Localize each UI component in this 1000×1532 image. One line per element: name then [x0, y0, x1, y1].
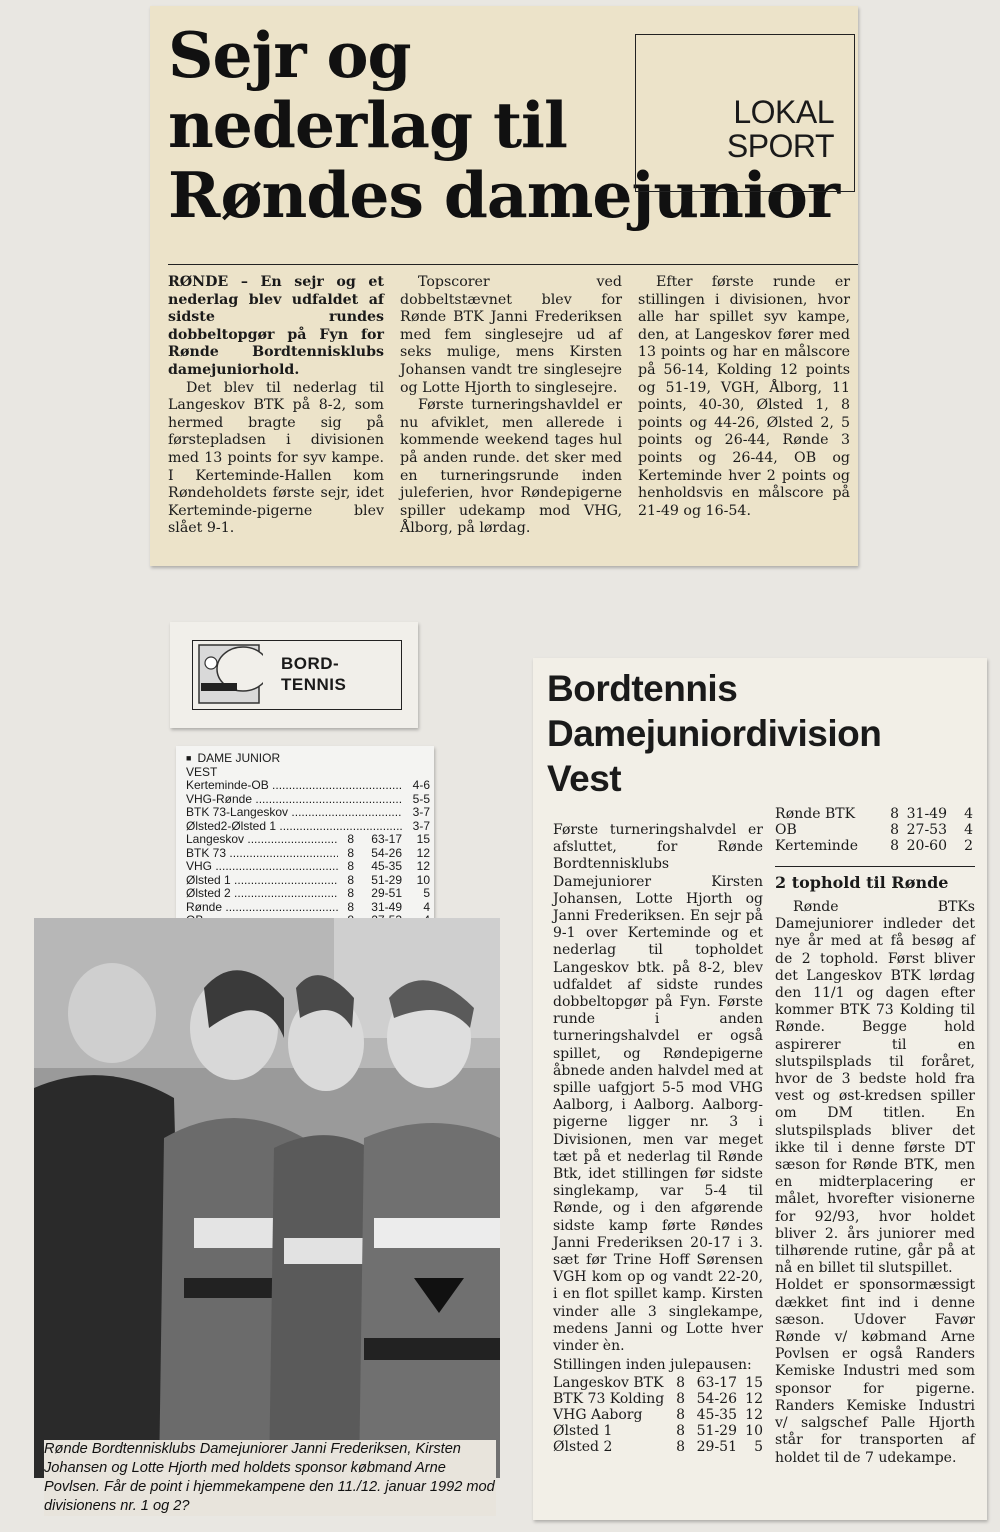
points: 10 [402, 874, 430, 888]
match-teams: Kerteminde-OB ..... [186, 779, 402, 793]
points: 12 [745, 1406, 763, 1423]
article-2-headline-line-2: Damejuniordivision [547, 713, 882, 754]
article-2-column-2 [775, 806, 975, 1467]
goal-score: 51-29 [354, 874, 402, 888]
match-row [186, 806, 430, 820]
article-1-col2-para-2: Første turneringshavldel er nu afviklet, men allerede i kommende weekend tages hul på anden runde. det sker med en turneringsrunde inden juleferien, hvor Røndepigerne spiller udekamp mod VHG, Ålborg, på lørdag. [400, 397, 622, 537]
games-played: 8 [676, 1406, 685, 1423]
standings-row [186, 847, 430, 861]
team-name: BTK 73 Kolding [553, 1390, 665, 1407]
article-1-column-3 [638, 274, 850, 520]
standings-row [186, 887, 430, 901]
team-name: OB [775, 822, 797, 838]
standings-row [775, 806, 975, 822]
match-teams: BTK 73-Langeskov ..... [186, 806, 402, 820]
team-name: Ølsted 2 ..... [186, 887, 338, 901]
article-2-standings-table-left [553, 1375, 763, 1455]
points: 4 [964, 822, 973, 838]
points: 12 [402, 847, 430, 861]
subhead-rule [775, 866, 975, 867]
goal-score: 63-17 [696, 1374, 737, 1391]
standings-row [553, 1423, 763, 1439]
standings-row [553, 1439, 763, 1455]
standings-row [186, 860, 430, 874]
section-label-line-2: SPORT [726, 128, 834, 164]
goal-score: 31-49 [906, 806, 947, 822]
article-clipping-2 [533, 658, 987, 1520]
points: 2 [964, 838, 973, 854]
article-1-column-1 [168, 274, 384, 538]
match-row [186, 820, 430, 834]
article-2-column-1 [553, 822, 763, 1455]
team-name: Rønde ..... [186, 901, 338, 915]
team-name: Ølsted 1 ..... [186, 874, 338, 888]
headline-line-1: Sejr og [168, 18, 411, 92]
team-photo-image [34, 918, 500, 1478]
games-played: 8 [338, 887, 354, 901]
points: 5 [402, 887, 430, 901]
goal-score: 20-60 [906, 838, 947, 854]
goal-score: 63-17 [354, 833, 402, 847]
bordtennis-label-line-2: TENNIS [281, 675, 347, 694]
article-1-column-2 [400, 274, 622, 538]
team-name: Kerteminde [775, 838, 858, 854]
games-played: 8 [676, 1374, 685, 1391]
standings-subtitle: VEST [186, 764, 218, 779]
standings-matches [186, 779, 430, 833]
standings-row [775, 838, 975, 854]
match-teams: VHG-Rønde ..... [186, 793, 402, 807]
article-2-col1-body: Første turneringshalvdel er afsluttet, for Rønde Bordtennisklubs Damejuniorer Kirsten Johansen, Lotte Hjorth og Janni Frederiksen. En sejr på 9-1 over Kerteminde og et nederlag til topholdet Langeskov btk. på 8-2, blev udfaldet af sidste rundes dobbeltopgør på Fyn. Første runde i anden turneringshalvdel er også spillet, og Røndepigerne åbnede anden halvdel med at spille uafgjort 5-5 mod VHG Aalborg, i Aalborg. Aalborg-pigerne ligger nr. 3 i Divisionen, men var meget tæt på et nederlag til Rønde Btk, idet stillingen før sidste singlekamp, var 5-4 til Rønde, og i den afgørende sidste kamp førte Røndes Janni Frederiksen 20-17 i 3. sæt før Trine Hoff Sørensen VGH kom op og vandt 22-20, i en flot spillet kamp. Kirsten vinder alle 3 singlekampe, medens Janni og Lotte hver vinder èn. [553, 822, 763, 1355]
bordtennis-label-clipping [170, 622, 418, 728]
article-1-col2-para-1: Topscorer ved dobbeltstævnet blev for Rønde BTK Janni Frederiksen med fem singlesejre ud af seks mulige, mens Kirsten Johansen vandt tre singlesejre og Lotte Hjorth to singlesejre. [400, 274, 622, 396]
points: 4 [964, 806, 973, 822]
points: 15 [402, 833, 430, 847]
standings-row [186, 874, 430, 888]
games-played: 8 [338, 901, 354, 915]
headline-line-3: Røndes damejunior [168, 158, 840, 232]
team-name: VHG Aaborg [553, 1406, 643, 1423]
goal-score: 45-35 [696, 1406, 737, 1423]
article-1-col3-para-1: Efter første runde er stillingen i divisionen, hvor alle har spillet syv kampe, den, at Langeskov fører med 13 points og har en målscore på 56-14, Kolding 12 points og 51-19, VGH, Ålborg, 11 points, 40-30, Ølsted 1, 8 points og 44-26, Ølsted 2, 5 points og 26-44, Rønde 3 points og 26-44, OB og Kerteminde hver 2 points og henholdsvis en målscore på 21-49 og 16-54. [638, 274, 850, 519]
match-result: 3-7 [402, 806, 430, 820]
match-result: 4-6 [402, 779, 430, 793]
team-name: VHG ..... [186, 860, 338, 874]
standings-row [775, 822, 975, 838]
games-played: 8 [338, 874, 354, 888]
article-2-standings-intro: Stillingen inden julepausen: [553, 1357, 752, 1374]
team-name: Ølsted 2 [553, 1438, 613, 1455]
goal-score: 51-29 [696, 1422, 737, 1439]
team-name: Langeskov ..... [186, 833, 338, 847]
games-played: 8 [676, 1390, 685, 1407]
section-label-box [635, 34, 855, 192]
dame-junior-standings [186, 752, 430, 941]
points: 15 [745, 1374, 763, 1391]
games-played: 8 [338, 847, 354, 861]
article-2-standings-table-right [775, 806, 975, 854]
square-bullet-icon: ■ [186, 753, 192, 763]
goal-score: 29-51 [696, 1438, 737, 1455]
games-played: 8 [338, 860, 354, 874]
team-name: BTK 73 ..... [186, 847, 338, 861]
article-1-col1-body: Det blev til nederlag til Langeskov BTK på 8-2, som hermed bragte sig på førstepladsen i divisionen med 13 points for syv kampe. I Kerteminde-Hallen kom Røndeholdets første sejr, idet Kerteminde-pigerne blev slået 9-1. [168, 379, 384, 537]
team-name: Rønde BTK [775, 806, 856, 822]
goal-score: 45-35 [354, 860, 402, 874]
goal-score: 31-49 [354, 901, 402, 915]
match-row [186, 793, 430, 807]
games-played: 8 [890, 838, 899, 854]
team-photo [34, 918, 500, 1478]
article-1-lead: RØNDE – En sejr og et nederlag blev udfaldet af sidste rundes dobbeltopgør på Fyn for Rønde Bordtennisklubs damejuniorhold. [168, 274, 384, 378]
table-tennis-logo-icon [197, 643, 263, 707]
headline-rule [168, 264, 858, 265]
headline-line-2: nederlag til [168, 88, 567, 162]
standings-row [186, 833, 430, 847]
article-2-headline-line-1: Bordtennis [547, 668, 738, 709]
article-2-col2-para-2: Holdet er sponsormæssigt dækket fint ind i denne sæson. Udover Favør Rønde v/ købmand Arne Povlsen er også Randers Kemiske Industri med som sponsor for pigerne. Randers Kemiske Industri v/ salgschef Palle Hjorth står for transporten af holdet til de 7 udekampe. [775, 1277, 975, 1466]
match-teams: Ølsted2-Ølsted 1 ..... [186, 820, 402, 834]
points: 4 [402, 901, 430, 915]
standings-row [186, 901, 430, 915]
standings-row [553, 1375, 763, 1391]
points: 12 [402, 860, 430, 874]
goal-score: 54-26 [696, 1390, 737, 1407]
points: 5 [754, 1438, 763, 1455]
points: 12 [745, 1390, 763, 1407]
article-2-col2-para-1: Rønde BTKs Damejuniorer indleder det nye år med at få besøg af de 2 tophold. Først bliver det Langeskov BTK lørdag den 11/1 og dagen efter kommer BTK 73 Kolding til Rønde. Begge hold aspirerer til en slutspilsplads til foråret, hvor de 3 bedste hold fra vest og øst-kredsen spiller om DM titlen. En slutspilsplads bliver det ikke til i denne første DT sæson for Rønde BTK, men en midterplacering er målet, hvorefter visionerne for 92/93, hvor holdet bliver 2. års juniorer med tilhørende rutine, går på at nå en billet til slutspillet. [775, 899, 975, 1277]
match-result: 5-5 [402, 793, 430, 807]
games-played: 8 [676, 1438, 685, 1455]
photo-caption: Rønde Bordtennisklubs Damejuniorer Janni Frederiksen, Kirsten Johansen og Lotte Hjorth med holdets sponsor købmand Arne Povlsen. Får de point i hjemmekampene den 11./12. januar 1992 mod divisionens nr. 1 og 2? [44, 1441, 495, 1514]
standings-row [553, 1407, 763, 1423]
standings-row [553, 1391, 763, 1407]
section-label-line-1: LOKAL [733, 94, 834, 130]
standings-title: DAME JUNIOR [197, 751, 281, 765]
games-played: 8 [676, 1422, 685, 1439]
article-2-headline-line-3: Vest [547, 758, 622, 799]
games-played: 8 [890, 822, 899, 838]
match-result: 3-7 [402, 820, 430, 834]
points: 10 [745, 1422, 763, 1439]
games-played: 8 [338, 833, 354, 847]
goal-score: 29-51 [354, 887, 402, 901]
goal-score: 54-26 [354, 847, 402, 861]
match-row [186, 779, 430, 793]
bordtennis-label-line-1: BORD- [281, 654, 340, 673]
games-played: 8 [890, 806, 899, 822]
goal-score: 27-53 [906, 822, 947, 838]
team-name: Langeskov BTK [553, 1374, 664, 1391]
bordtennis-logo-box [192, 640, 402, 710]
team-name: Ølsted 1 [553, 1422, 613, 1439]
article-2-headline [547, 666, 881, 801]
article-clipping-1 [150, 6, 858, 566]
article-2-subhead: 2 tophold til Rønde [775, 873, 949, 892]
